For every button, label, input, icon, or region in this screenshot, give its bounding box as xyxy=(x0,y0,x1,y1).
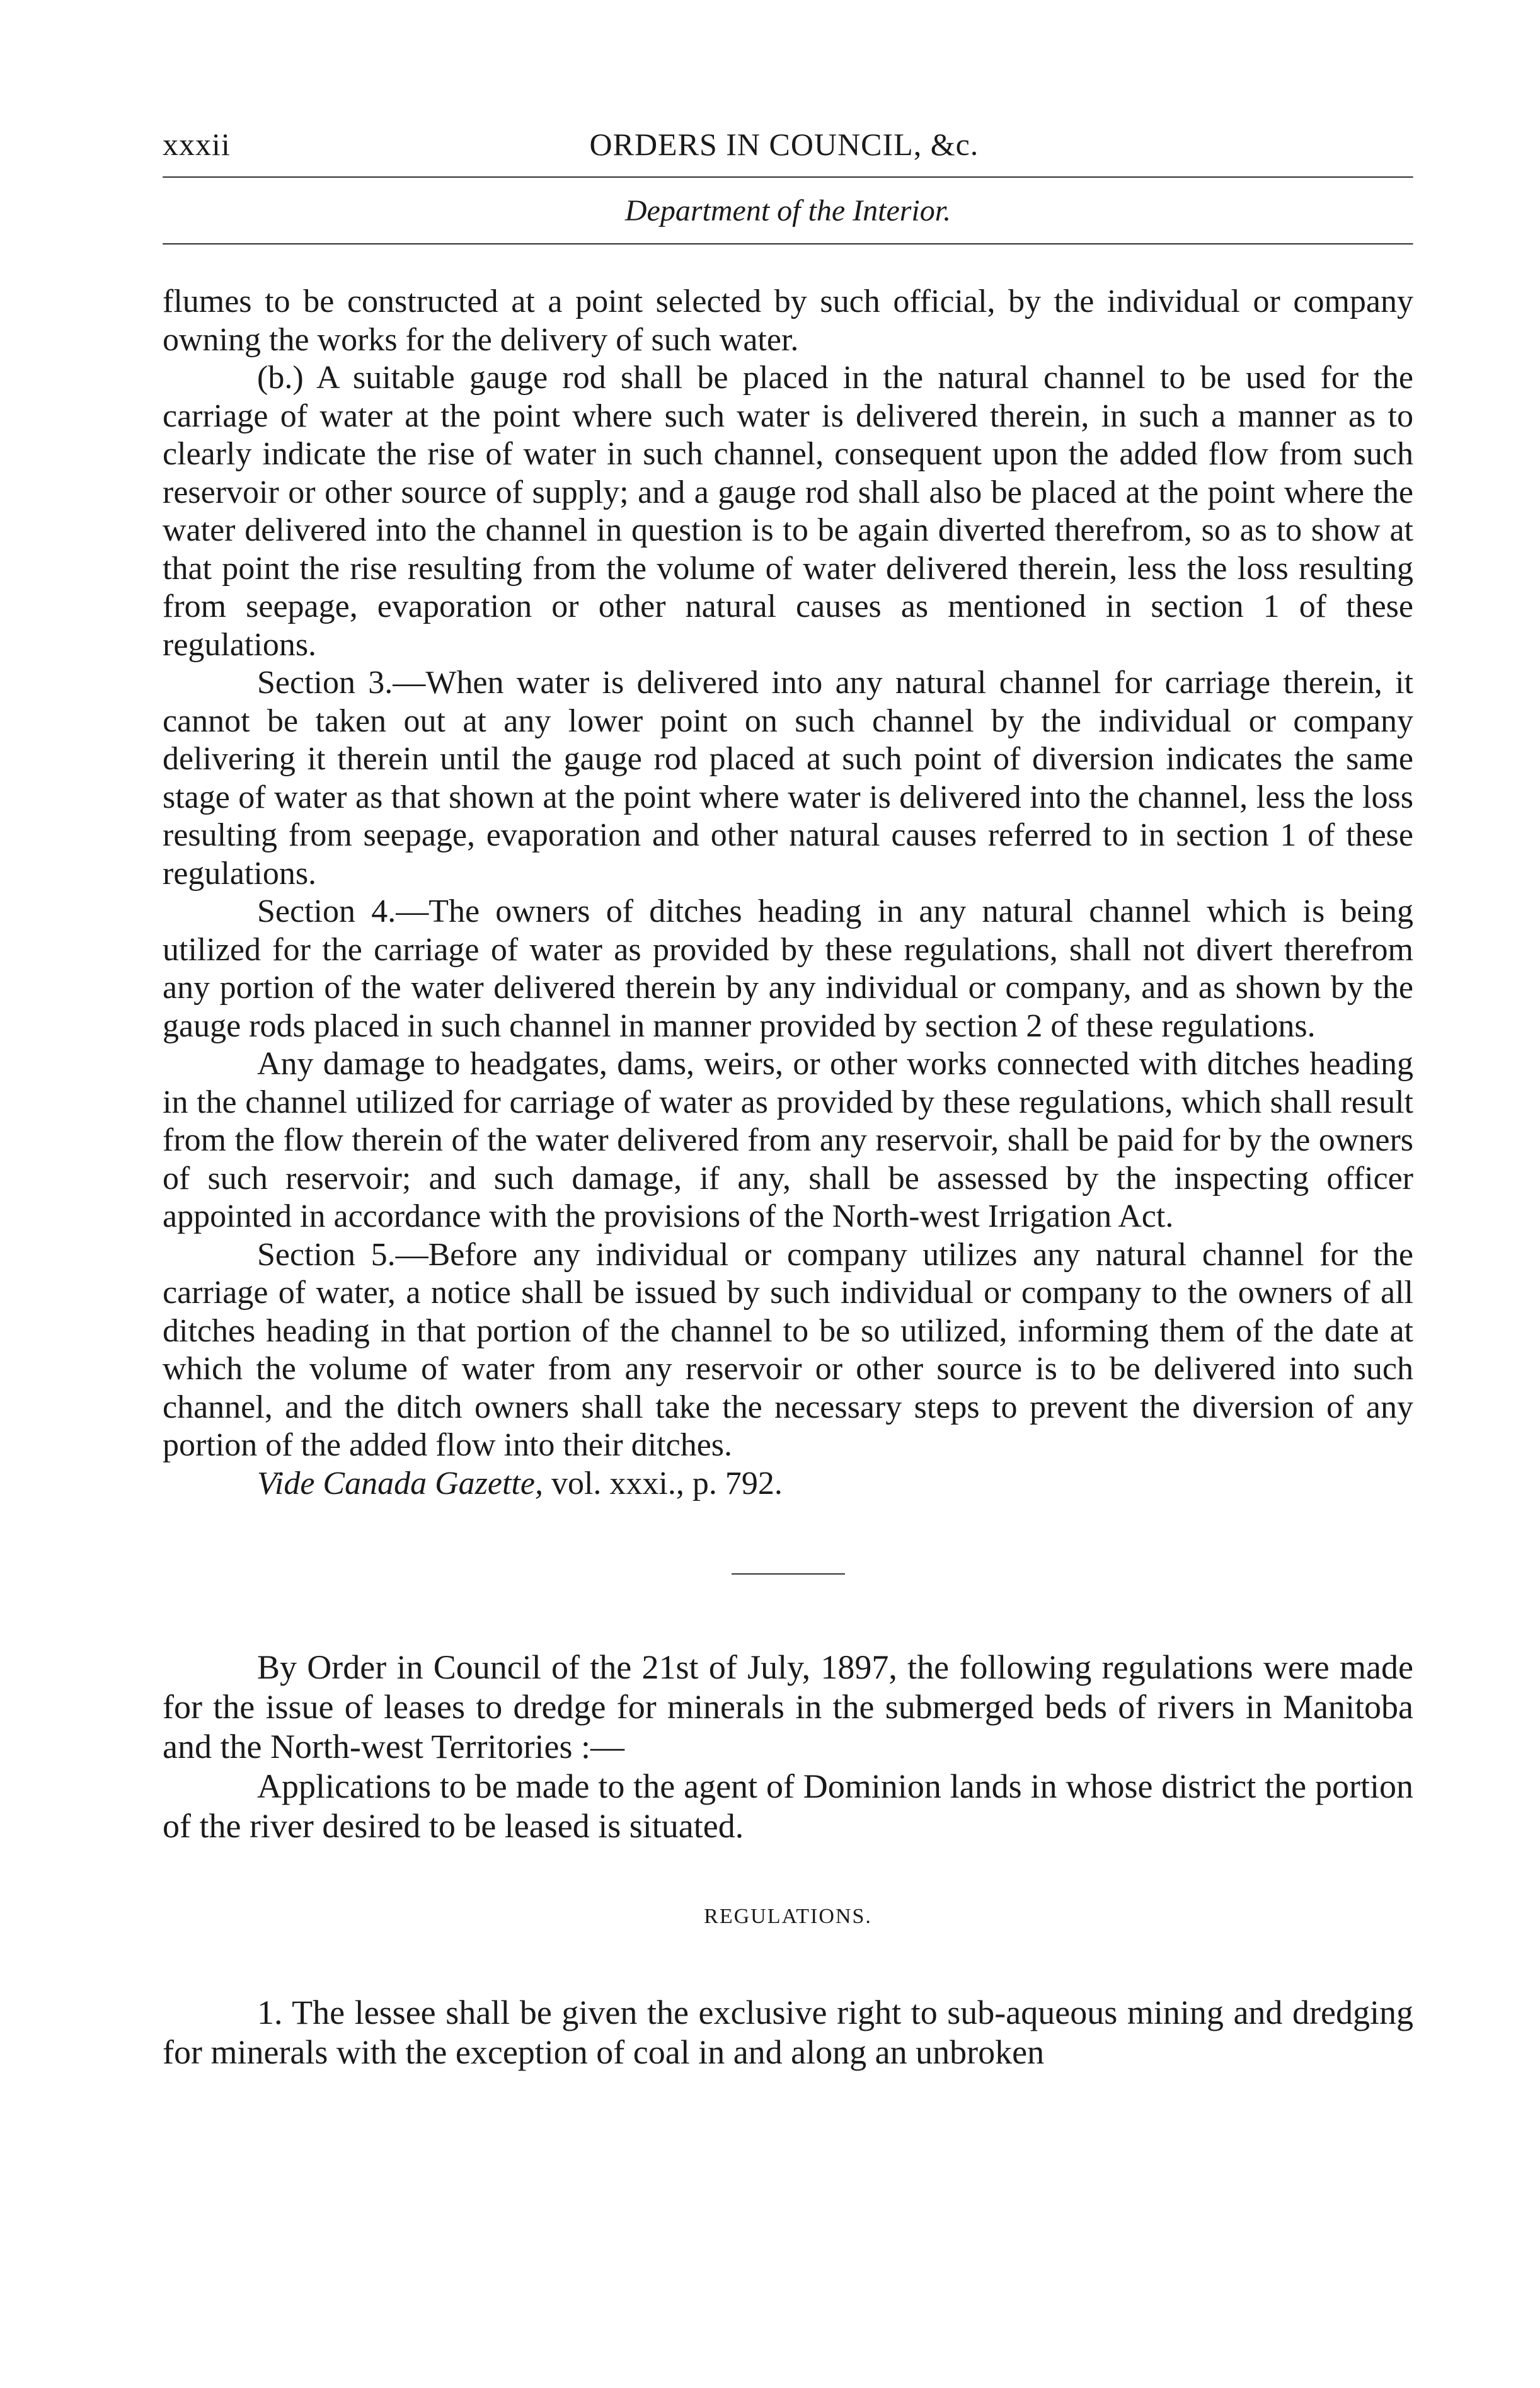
paragraph-section-5: Section 5.—Before any individual or company utilizes any natural channel for the carriage of water, a notice shall be issued by such individual or company to the owners of all ditches heading in that portion of the channel to be so utilized, informing them of the date at which the volume of water from any reservoir or other source is to be delivered into such channel, and the ditch owners shall take the necessary steps to prevent the diversion of any portion of the added flow into their ditches. xyxy=(163,1236,1413,1463)
paragraph-damage: Any damage to headgates, dams, weirs, or other works connected with ditches heading in the channel utilized for carriage of water as provided by these regulations, which shall result from the flow therein of the water delivered from any reservoir, shall be paid for by the owners of such reservoir; and such damage, if any, shall be assessed by the inspecting officer appointed in accordance with the provisions of the North-west Irrigation Act. xyxy=(163,1046,1413,1234)
paragraph-applications: Applications to be made to the agent of Dominion lands in whose district the portion of the river desired to be leased is situated. xyxy=(163,1767,1413,1845)
department-heading: Department of the Interior. xyxy=(624,194,951,227)
paragraph-order-intro: By Order in Council of the 21st of July, 1897, the following regulations were made for the issue of leases to dredge for minerals in the submerged beds of rivers in Manitoba and the North-west Territories :— xyxy=(163,1648,1413,1765)
paragraph-continuation: flumes to be constructed at a point selected by such official, by the individual or company owning the works for the delivery of such water. xyxy=(163,284,1413,358)
order-in-council-text xyxy=(163,1648,1413,2072)
section-divider xyxy=(732,1573,845,1575)
citation xyxy=(163,1465,1413,1503)
header-rule-bottom xyxy=(163,243,1413,245)
citation-italic: Vide Canada Gazette, xyxy=(257,1465,543,1501)
citation-rest: vol. xxxi., p. 792. xyxy=(543,1465,783,1501)
paragraph-gauge-rod: (b.) A suitable gauge rod shall be placed in the natural channel to be used for the carriage of water at the point where such water is delivered therein, in such a manner as to clearly indicate the rise of water in such channel, consequent upon the added flow from such reservoir or other source of supply; and a gauge rod shall also be placed at the point where the water delivered into the channel in question is to be again diverted therefrom, so as to show at that point the rise resulting from the volume of water delivered therein, less the loss resulting from seepage, evaporation or other natural causes as mentioned in section 1 of these regulations. xyxy=(163,360,1413,663)
main-text xyxy=(163,283,1413,1503)
page xyxy=(163,126,1413,2072)
running-head xyxy=(163,126,1413,176)
page-title: ORDERS IN COUNCIL, &c. xyxy=(589,127,979,162)
regulations-heading: REGULATIONS. xyxy=(704,1905,872,1928)
paragraph-section-4: Section 4.—The owners of ditches heading in any natural channel which is being utilized for the carriage of water as provided by these regulations, shall not divert therefrom any portion of the water delivered therein by any individual or company, and as shown by the gauge rods placed in such channel in manner provided by section 2 of these regulations. xyxy=(163,893,1413,1044)
paragraph-regulation-1: 1. The lessee shall be given the exclusive right to sub-aqueous mining and dredging for minerals with the exception of coal in and along an unbroken xyxy=(163,1994,1413,2071)
paragraph-section-3: Section 3.—When water is delivered into any natural channel for carriage therein, it cannot be taken out at any lower point on such channel by the individual or company delivering it therein until the gauge rod placed at such point of diversion indicates the same stage of water as that shown at the point where water is delivered into the channel, less the loss resulting from seepage, evaporation and other natural causes referred to in section 1 of these regulations. xyxy=(163,665,1413,892)
page-number: xxxii xyxy=(163,127,231,162)
